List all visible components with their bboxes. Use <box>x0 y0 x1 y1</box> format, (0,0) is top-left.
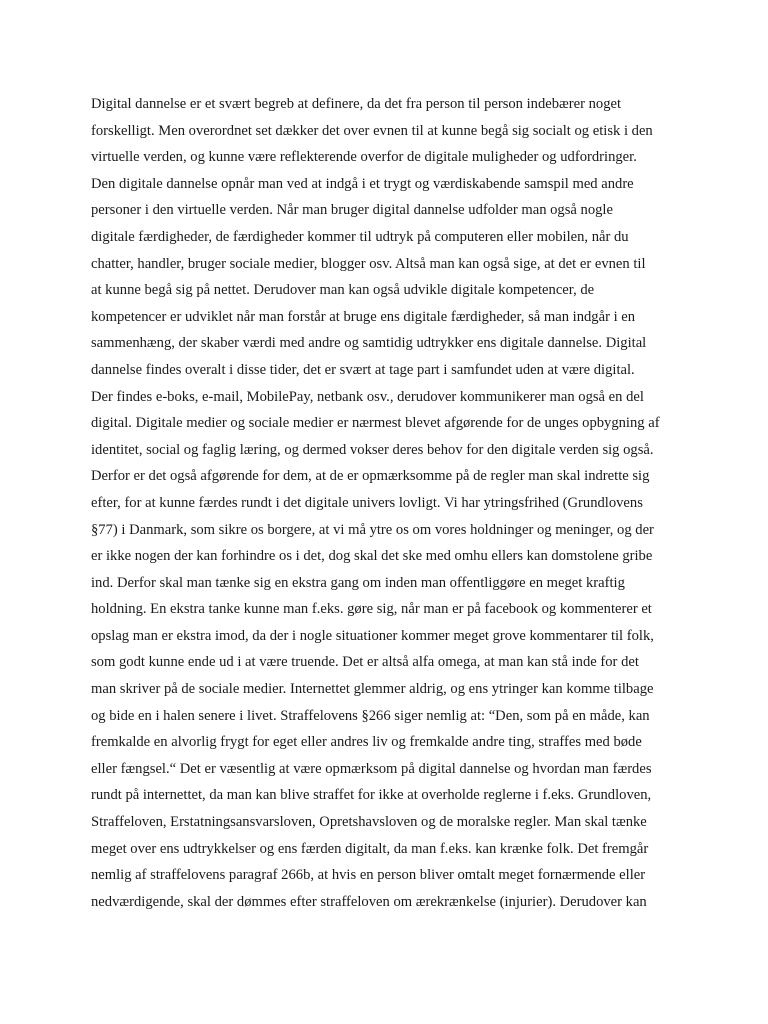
text-line: er ikke nogen der kan forhindre os i det, dog skal det ske med omhu ellers kan domstolene gribe <box>91 548 653 565</box>
text-line: forskelligt. Men overordnet set dækker det over evnen til at kunne begå sig socialt og etisk i den <box>91 122 653 139</box>
text-line: eller fængsel.“ Det er væsentlig at være opmærksom på digital dannelse og hvordan man færdes <box>91 760 652 777</box>
text-line: at kunne begå sig på nettet. Derudover man kan også udvikle digitale kompetencer, de <box>91 282 595 299</box>
text-line: og bide en i halen senere i livet. Straffelovens §266 siger nemlig at: “Den, som på en måde, kan <box>91 707 650 724</box>
text-line: nemlig af straffelovens paragraf 266b, at hvis en person bliver omtalt meget fornærmende eller <box>91 867 646 884</box>
text-line: man skriver på de sociale medier. Internettet glemmer aldrig, og ens ytringer kan komme tilbage <box>91 681 654 698</box>
text-line: §77) i Danmark, som sikre os borgere, at vi må ytre os om vores holdninger og meninger, og der <box>91 521 654 538</box>
text-line: nedværdigende, skal der dømmes efter straffeloven om ærekrænkelse (injurier). Derudover kan <box>91 893 647 910</box>
text-line: som godt kunne ende ud i at være truende. Det er altså alfa omega, at man kan stå inde for det <box>91 654 639 671</box>
text-line: digital. Digitale medier og sociale medier er nærmest blevet afgørende for de unges opbygning af <box>91 415 660 432</box>
text-line: virtuelle verden, og kunne være reflekterende overfor de digitale muligheder og udfordringer. <box>91 149 637 166</box>
text-line: personer i den virtuelle verden. Når man bruger digital dannelse udfolder man også nogle <box>91 202 613 219</box>
text-line: identitet, social og faglig læring, og dermed vokser deres behov for den digitale verden sig også. <box>91 441 654 458</box>
text-line: rundt på internettet, da man kan blive straffet for ikke at overholde reglerne i f.eks. Grundloven, <box>91 787 652 804</box>
text-line: dannelse findes overalt i disse tider, det er svært at tage part i samfundet uden at være digital. <box>91 361 635 378</box>
text-line: meget over ens udtrykkelser og ens færden digitalt, da man f.eks. kan krænke folk. Det fremgår <box>91 840 649 857</box>
text-line: Digital dannelse er et svært begreb at definere, da det fra person til person indebærer noget <box>91 96 622 112</box>
text-line: opslag man er ekstra imod, da der i nogle situationer kommer meget grove kommentarer til folk, <box>91 627 654 644</box>
text-line: sammenhæng, der skaber værdi med andre og samtidig udtrykker ens digitale dannelse. Digital <box>91 335 647 352</box>
text-line: digitale færdigheder, de færdigheder kommer til udtryk på computeren eller mobilen, når du <box>91 228 629 245</box>
text-line: chatter, handler, bruger sociale medier, blogger osv. Altså man kan også sige, at det er evnen til <box>91 255 646 272</box>
text-line: ind. Derfor skal man tænke sig en ekstra gang om inden man offentliggøre en meget kraftig <box>91 574 625 591</box>
text-line: kompetencer er udviklet når man forstår at bruge ens digitale færdigheder, så man indgår i en <box>91 308 636 325</box>
body-paragraph <box>91 91 691 915</box>
text-line: Der findes e-boks, e-mail, MobilePay, netbank osv., derudover kommunikerer man også en del <box>91 388 644 405</box>
text-line: Den digitale dannelse opnår man ved at indgå i et trygt og værdiskabende samspil med andre <box>91 175 634 192</box>
text-line: Straffeloven, Erstatningsansvarsloven, Opretshavsloven og de moralske regler. Man skal tænke <box>91 814 647 831</box>
text-line: holdning. En ekstra tanke kunne man f.eks. gøre sig, når man er på facebook og kommenterer et <box>91 601 652 618</box>
text-line: fremkalde en alvorlig frygt for eget eller andres liv og fremkalde andre ting, straffes med bøde <box>91 734 642 751</box>
text-line: Derfor er det også afgørende for dem, at de er opmærksomme på de regler man skal indrette sig <box>91 468 650 485</box>
text-line: efter, for at kunne færdes rundt i det digitale univers lovligt. Vi har ytringsfrihed (Grundlovens <box>91 494 643 511</box>
